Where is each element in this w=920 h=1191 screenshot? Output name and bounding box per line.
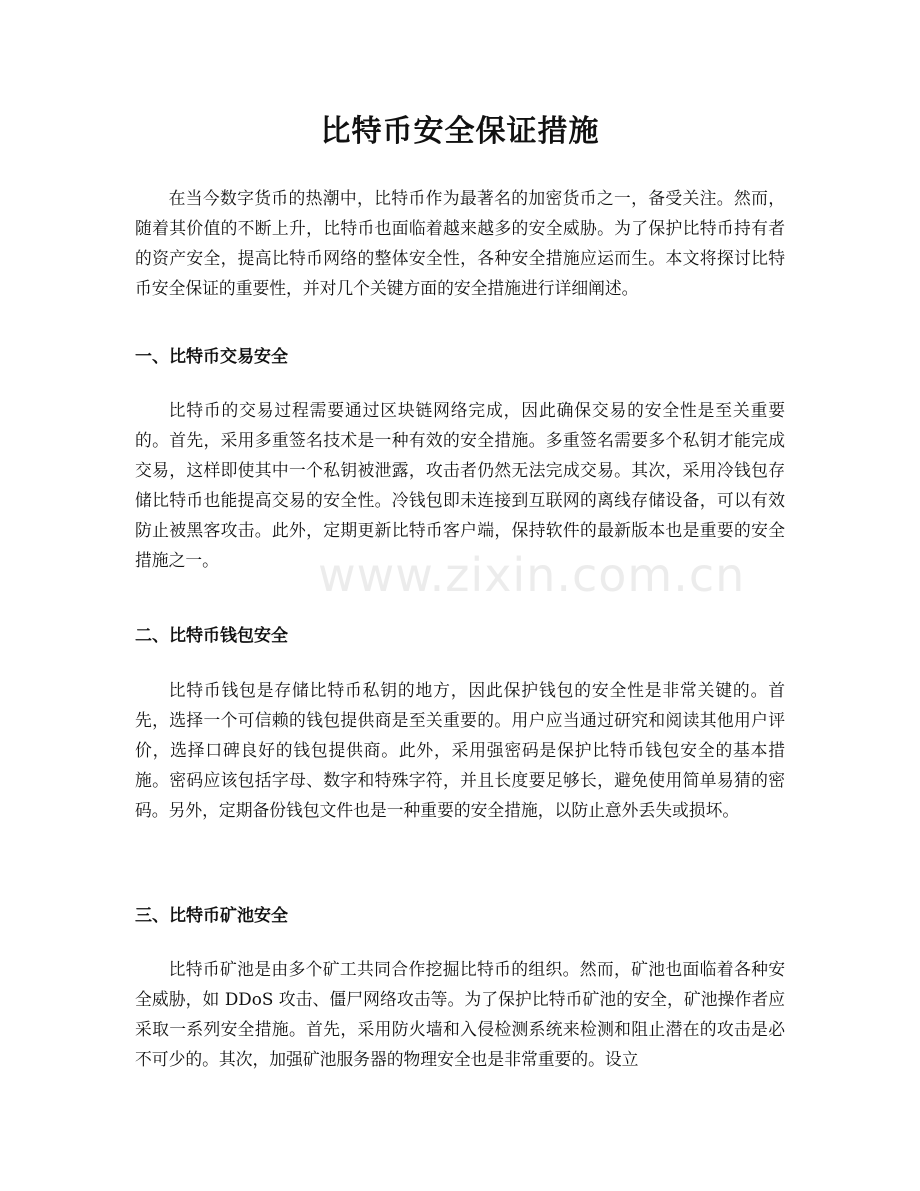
section-body-mining-pool: 比特币矿池是由多个矿工共同合作挖掘比特币的组织。然而，矿池也面临着各种安全威胁，如 DDoS 攻击、僵尸网络攻击等。为了保护比特币矿池的安全，矿池操作者应采取一系列安全措施。首先，采用防火墙和入侵检测系统来检测和阻止潜在的攻击是必不可少的。其次，加强矿池服务器的物理安全也是非常重要的。设立 [135, 959, 785, 1069]
section-body-wallet: 比特币钱包是存储比特币私钥的地方，因此保护钱包的安全性是非常关键的。首先，选择一个可信赖的钱包提供商是至关重要的。用户应当通过研究和阅读其他用户评价，选择口碑良好的钱包提供商。此外，采用强密码是保护比特币钱包安全的基本措施。密码应该包括字母、数字和特殊字符，并且长度要足够长，避免使用简单易猜的密码。另外，定期备份钱包文件也是一种重要的安全措施，以防止意外丢失或损坏。 [135, 680, 785, 820]
section-heading-mining-pool: 三、比特币矿池安全 [135, 906, 288, 926]
intro-paragraph: 在当今数字货币的热潮中，比特币作为最著名的加密货币之一，备受关注。然而，随着其价值的不断上升，比特币也面临着越来越多的安全威胁。为了保护比特币持有者的资产安全，提高比特币网络的整体安全性，各种安全措施应运而生。本文将探讨比特币安全保证的重要性，并对几个关键方面的安全措施进行详细阐述。 [135, 188, 785, 298]
section-heading-transaction: 一、比特币交易安全 [135, 347, 288, 367]
section-heading-wallet: 二、比特币钱包安全 [135, 626, 288, 646]
document-title: 比特币安全保证措施 [320, 114, 600, 149]
section-body-transaction: 比特币的交易过程需要通过区块链网络完成，因此确保交易的安全性是至关重要的。首先，采用多重签名技术是一种有效的安全措施。多重签名需要多个私钥才能完成交易，这样即使其中一个私钥被泄露，攻击者仍然无法完成交易。其次，采用冷钱包存储比特币也能提高交易的安全性。冷钱包即未连接到互联网的离线存储设备，可以有效防止被黑客攻击。此外，定期更新比特币客户端，保持软件的最新版本也是重要的安全措施之一。 [135, 400, 785, 570]
watermark: www.zixin.com.cn [318, 548, 746, 602]
